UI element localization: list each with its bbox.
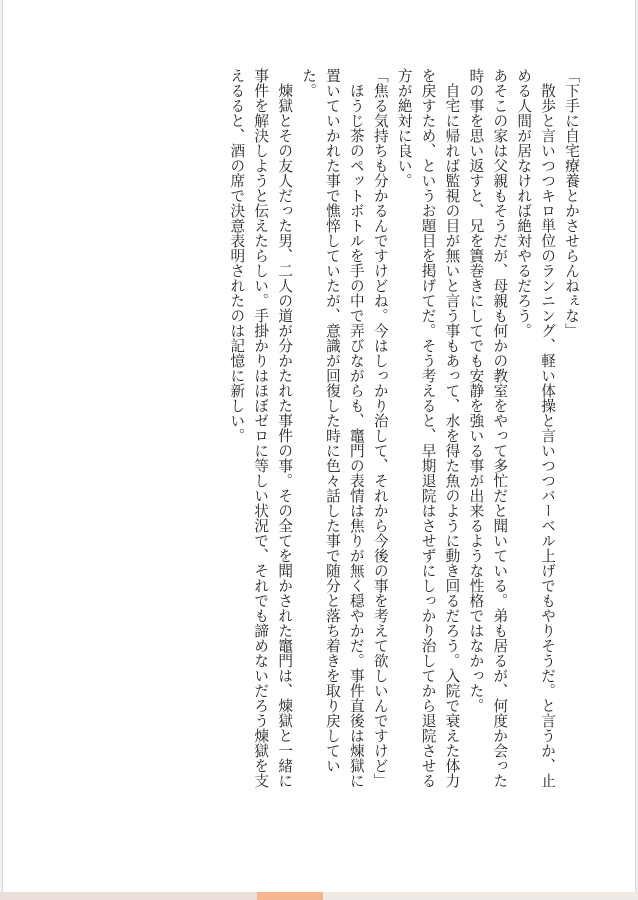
reading-progress-bar[interactable] <box>0 892 638 900</box>
progress-read-segment <box>0 892 257 900</box>
book-page <box>2 0 636 892</box>
vertical-text-block <box>224 68 583 788</box>
progress-position-marker[interactable] <box>257 892 323 900</box>
paragraph-1: 「下手に自宅療養とかさせらんねぇな」 <box>563 68 580 338</box>
paragraph-4: 自宅に帰れば監視の目が無いと言う事もあって、水を得た魚のように動き回るだろう。入院で衰えた体力を戻すため、というお題目を掲げてだ。そう考えると、早期退院はさせずにしっかり治してから退院させる方が絶対に良い。 <box>395 68 461 788</box>
paragraph-6: ほうじ茶のペットボトルを手の中で弄びながらも、竈門の表情は焦りが無く穏やかだ。事件直後は煉獄に置いていかれた事で憔悴していたが、意識が回復した時に色々話した事で随分と落ち着きを取り戻していた。 <box>300 68 365 788</box>
progress-unread-segment <box>323 892 638 900</box>
paragraph-5: 「焦る気持ちも分かるんですけどね。今はしっかり治して、それから今後の事を考えて欲しいんですけど」 <box>371 68 389 788</box>
paragraph-3: あそこの家は父親もそうだが、母親も何かの教室をやって多忙だと聞いている。弟も居るが、何度か会った時の事を思い返すと、兄を簀巻きにしてでも安静を強いる事が出来るような性格ではなかった。 <box>467 68 509 788</box>
paragraph-2: 散歩と言いつつキロ単位のランニング、軽い体操と言いつつバーベル上げでもやりそうだ。と言うか、止める人間が居なければ絶対やるだろう。 <box>515 68 557 788</box>
paragraph-7: 煉獄とその友人だった男、二人の道が分かたれた事件の事。その全てを聞かされた竈門は、煉獄と一緒に事件を解決しようと伝えたらしい。手掛かりはほぼゼロに等しい状況で、それでも諦めないだろう煉獄を支えるると、酒の席で決意表明されたのは記憶に新しい。 <box>228 68 294 788</box>
